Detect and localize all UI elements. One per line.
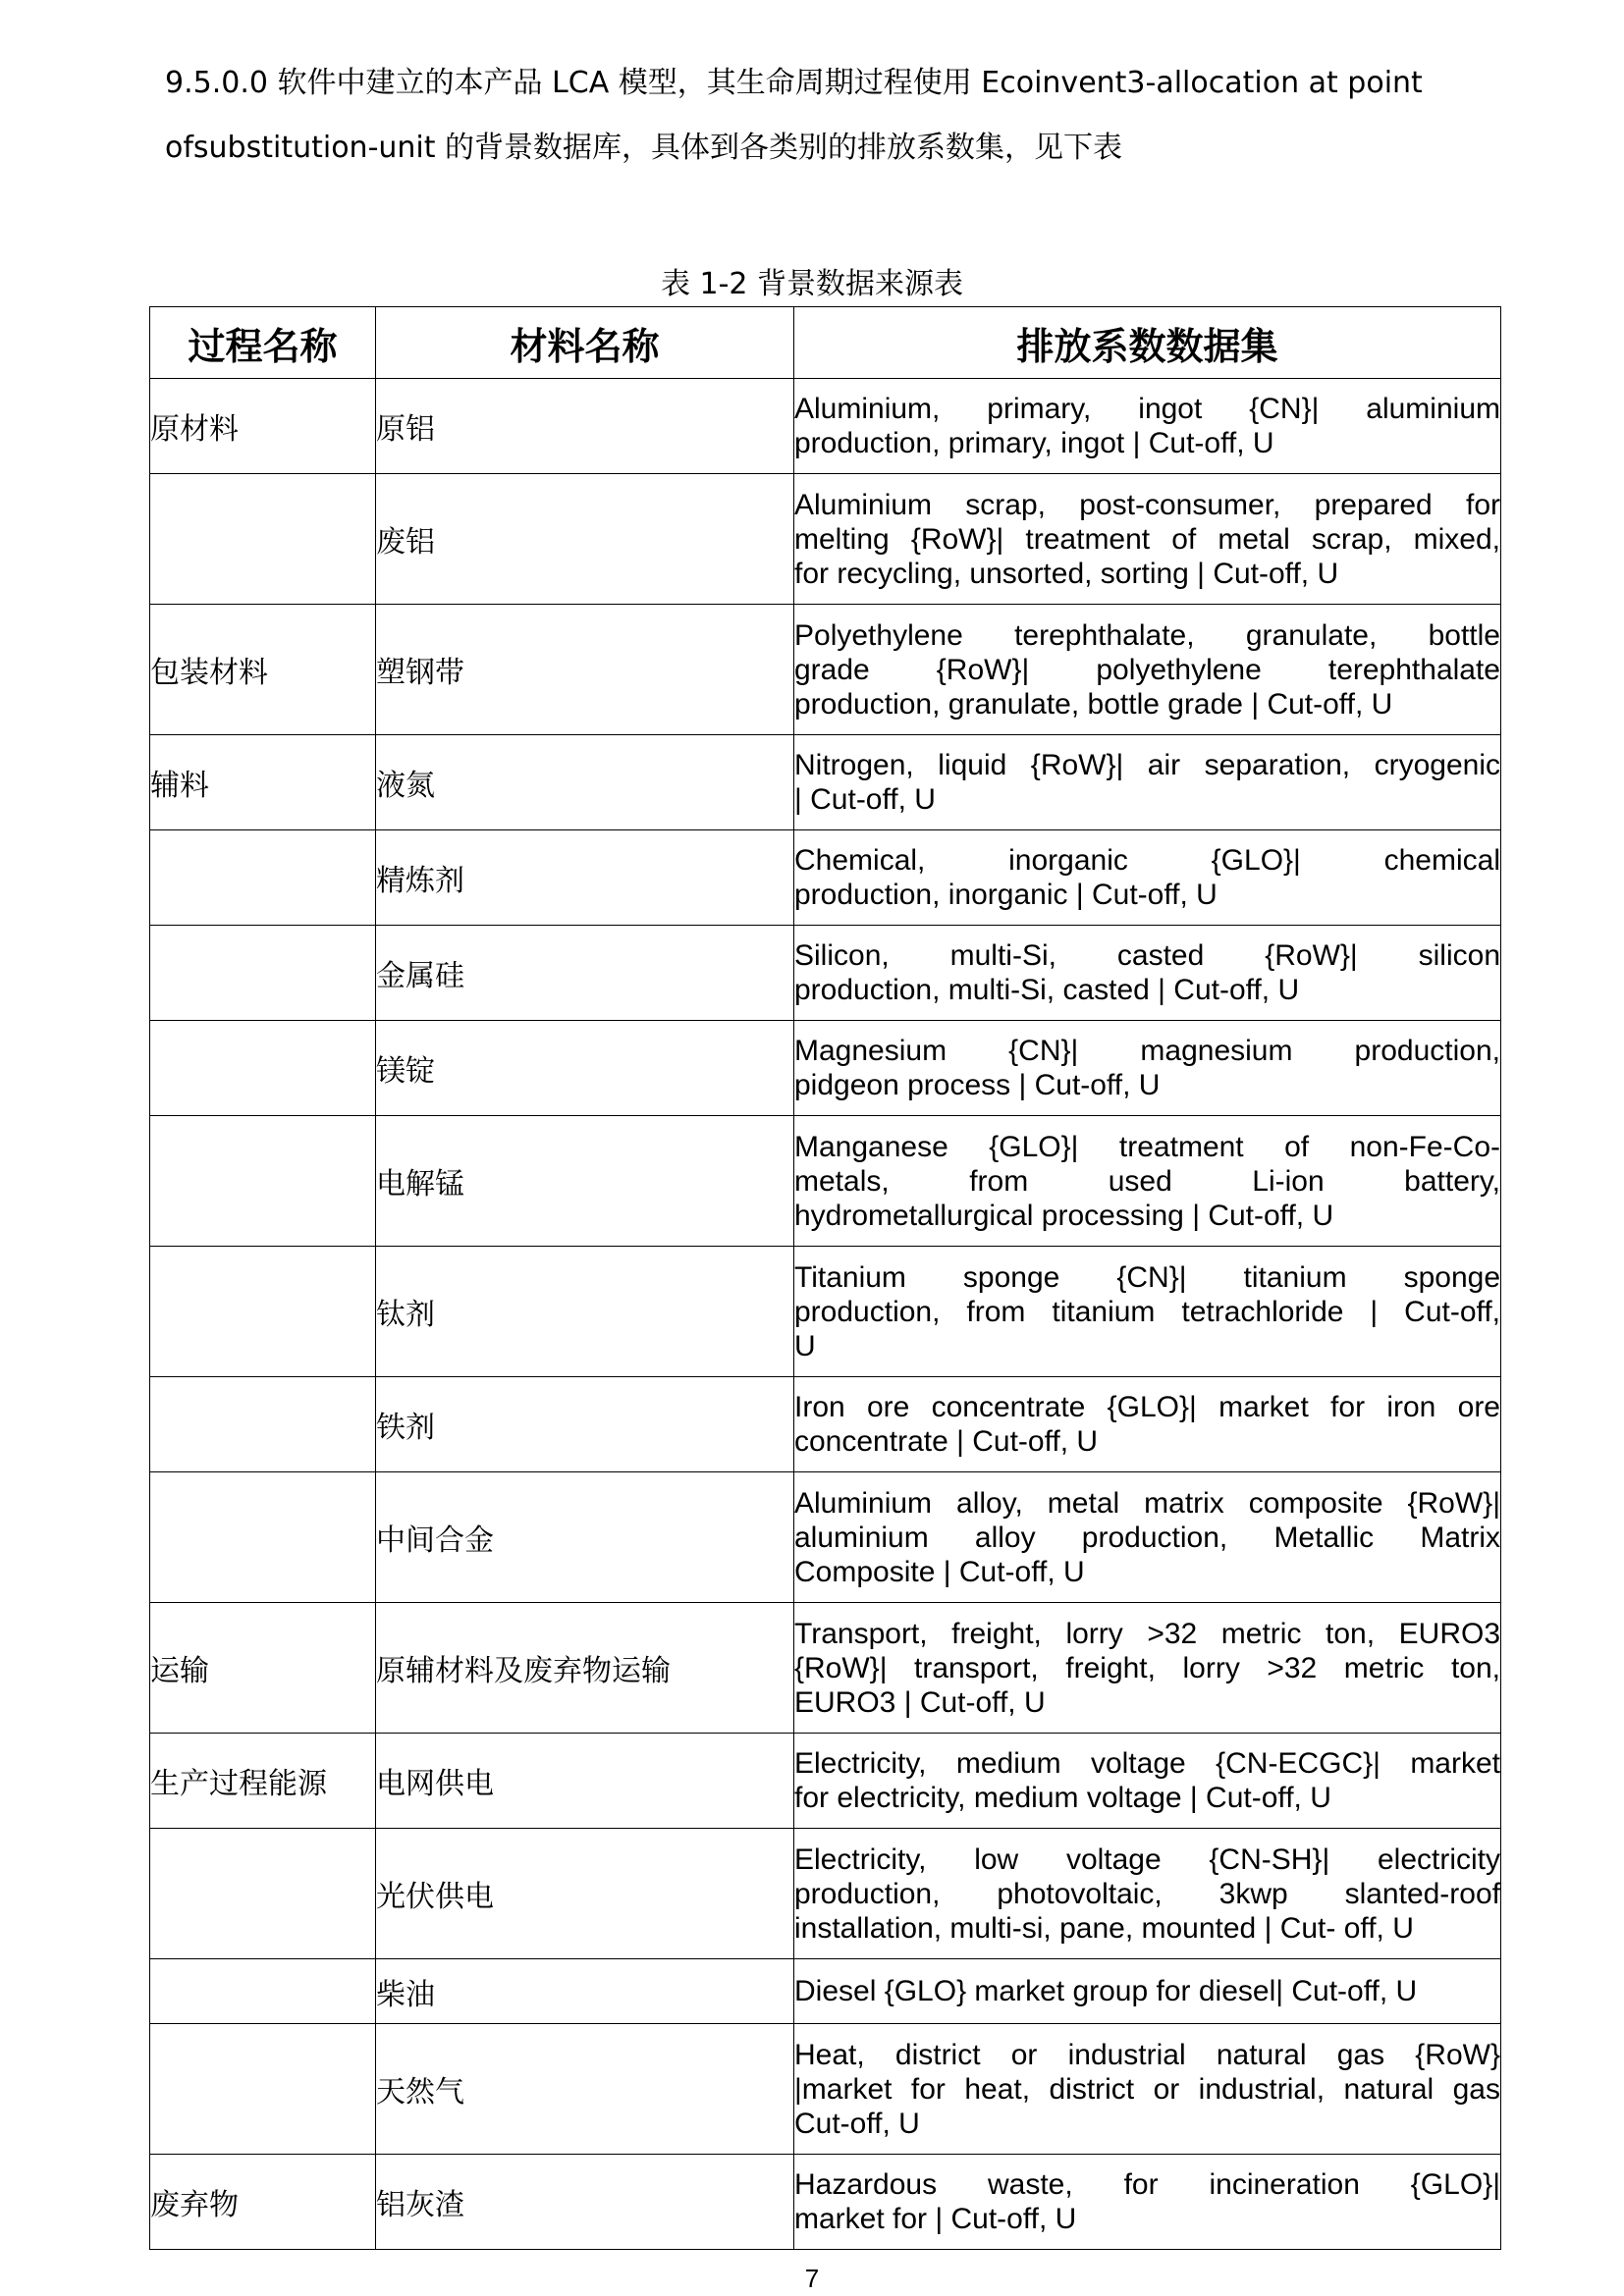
table-row	[150, 474, 1501, 605]
background-data-table	[149, 306, 1501, 2250]
cell-process	[150, 1116, 376, 1247]
dataset-line: Aluminium scrap, post-consumer, prepared for	[794, 488, 1500, 521]
cell-process	[150, 1959, 376, 2024]
cell-dataset	[794, 1734, 1501, 1829]
cell-dataset	[794, 2024, 1501, 2155]
cell-process	[150, 1247, 376, 1377]
dataset-line: Aluminium, primary, ingot {CN}| aluminium	[794, 393, 1500, 425]
dataset-line: Magnesium {CN}| magnesium production,	[794, 1035, 1500, 1067]
table-row	[150, 2155, 1501, 2250]
cell-process	[150, 474, 376, 605]
intro-line-1: 9.5.0.0 软件中建立的本产品 LCA 模型，其生命周期过程使用 Ecoinvent3-allocation at point	[165, 66, 1423, 100]
cell-material: 金属硅	[376, 926, 794, 1021]
cell-dataset	[794, 605, 1501, 735]
dataset-line: Manganese {GLO}| treatment of non-Fe-Co-	[794, 1130, 1500, 1163]
dataset-line: U	[794, 1329, 816, 1362]
table-row	[150, 1021, 1501, 1116]
cell-dataset	[794, 1472, 1501, 1603]
table-row	[150, 735, 1501, 830]
dataset-line: production, granulate, bottle grade | Cut-off, U	[794, 687, 1393, 721]
cell-process: 运输	[150, 1603, 376, 1734]
dataset-line: Hazardous waste, for incineration {GLO}|	[794, 2168, 1500, 2201]
dataset-line: Electricity, medium voltage {CN-ECGC}| market	[794, 1747, 1500, 1780]
cell-dataset	[794, 1021, 1501, 1116]
table-row	[150, 926, 1501, 1021]
cell-material: 柴油	[376, 1959, 794, 2024]
table-row	[150, 1603, 1501, 1734]
dataset-line: | Cut-off, U	[794, 783, 936, 816]
table-row	[150, 2024, 1501, 2155]
dataset-line: melting {RoW}| treatment of metal scrap, mixed,	[794, 522, 1500, 556]
cell-material: 铁剂	[376, 1377, 794, 1472]
cell-material: 塑钢带	[376, 605, 794, 735]
cell-process	[150, 1377, 376, 1472]
cell-dataset	[794, 735, 1501, 830]
table-row	[150, 1247, 1501, 1377]
cell-process: 生产过程能源	[150, 1734, 376, 1829]
cell-material: 天然气	[376, 2024, 794, 2155]
cell-dataset	[794, 474, 1501, 605]
cell-material: 液氮	[376, 735, 794, 830]
dataset-line: production, multi-Si, casted | Cut-off, U	[794, 974, 1300, 1006]
dataset-line: production, from titanium tetrachloride | Cut-off,	[794, 1295, 1500, 1328]
header-process: 过程名称	[150, 307, 376, 379]
table-row	[150, 1377, 1501, 1472]
cell-process	[150, 926, 376, 1021]
cell-material: 电解锰	[376, 1116, 794, 1247]
dataset-line: |market for heat, district or industrial, natural gas	[794, 2072, 1500, 2106]
intro-paragraph	[165, 51, 1500, 181]
dataset-line: Composite | Cut-off, U	[794, 1555, 1085, 1588]
cell-material: 光伏供电	[376, 1829, 794, 1959]
dataset-line: Polyethylene terephthalate, granulate, bottle	[794, 618, 1500, 652]
cell-dataset	[794, 1959, 1501, 2024]
dataset-line: metals, from used Li-ion battery,	[794, 1164, 1500, 1198]
dataset-line: pidgeon process | Cut-off, U	[794, 1069, 1161, 1101]
cell-process	[150, 1472, 376, 1603]
table-row	[150, 605, 1501, 735]
cell-material: 铝灰渣	[376, 2155, 794, 2250]
dataset-line: Iron ore concentrate {GLO}| market for iron ore	[794, 1391, 1500, 1423]
cell-dataset	[794, 926, 1501, 1021]
cell-material: 原铝	[376, 379, 794, 474]
cell-process	[150, 2024, 376, 2155]
cell-dataset	[794, 1829, 1501, 1959]
cell-process	[150, 830, 376, 926]
table-row	[150, 1116, 1501, 1247]
cell-material: 镁锭	[376, 1021, 794, 1116]
dataset-line: Chemical, inorganic {GLO}| chemical	[794, 844, 1500, 877]
intro-line-2: ofsubstitution-unit 的背景数据库，具体到各类别的排放系数集，见下表	[165, 131, 1123, 165]
dataset-line: market for | Cut-off, U	[794, 2203, 1077, 2235]
table-row	[150, 379, 1501, 474]
dataset-line: {RoW}| transport, freight, lorry >32 metric ton,	[794, 1651, 1500, 1684]
dataset-line: production, primary, ingot | Cut-off, U	[794, 427, 1274, 459]
cell-material: 中间合金	[376, 1472, 794, 1603]
table-row	[150, 1959, 1501, 2024]
dataset-line: concentrate | Cut-off, U	[794, 1425, 1099, 1458]
table-header-row	[150, 307, 1501, 379]
cell-process	[150, 1829, 376, 1959]
dataset-line: Cut-off, U	[794, 2107, 920, 2140]
table-row	[150, 1472, 1501, 1603]
dataset-line: production, inorganic | Cut-off, U	[794, 879, 1218, 911]
cell-dataset	[794, 1377, 1501, 1472]
dataset-line: installation, multi-si, pane, mounted | Cut- off, U	[794, 1911, 1414, 1945]
dataset-line: EURO3 | Cut-off, U	[794, 1685, 1046, 1719]
dataset-line: for electricity, medium voltage | Cut-off, U	[794, 1782, 1331, 1814]
cell-dataset	[794, 1247, 1501, 1377]
dataset-line: Titanium sponge {CN}| titanium sponge	[794, 1260, 1500, 1294]
header-dataset: 排放系数数据集	[794, 307, 1501, 379]
dataset-line: for recycling, unsorted, sorting | Cut-off, U	[794, 557, 1339, 590]
dataset-line: Electricity, low voltage {CN-SH}| electricity	[794, 1842, 1500, 1876]
cell-process: 包装材料	[150, 605, 376, 735]
dataset-line: Diesel {GLO} market group for diesel| Cut-off, U	[794, 1975, 1418, 2007]
dataset-line: Heat, district or industrial natural gas {RoW}	[794, 2038, 1500, 2071]
cell-process: 原材料	[150, 379, 376, 474]
cell-dataset	[794, 379, 1501, 474]
cell-dataset	[794, 2155, 1501, 2250]
table-row	[150, 830, 1501, 926]
cell-dataset	[794, 830, 1501, 926]
page-number: 7	[804, 2264, 820, 2293]
cell-material: 钛剂	[376, 1247, 794, 1377]
cell-process: 辅料	[150, 735, 376, 830]
cell-process: 废弃物	[150, 2155, 376, 2250]
header-material: 材料名称	[376, 307, 794, 379]
dataset-line: Nitrogen, liquid {RoW}| air separation, cryogenic	[794, 749, 1500, 781]
dataset-line: hydrometallurgical processing | Cut-off, U	[794, 1199, 1334, 1232]
dataset-line: Aluminium alloy, metal matrix composite {RoW}|	[794, 1486, 1500, 1520]
cell-dataset	[794, 1603, 1501, 1734]
dataset-line: grade {RoW}| polyethylene terephthalate	[794, 653, 1500, 686]
cell-dataset	[794, 1116, 1501, 1247]
table-row	[150, 1829, 1501, 1959]
cell-material: 原辅材料及废弃物运输	[376, 1603, 794, 1734]
table-row	[150, 1734, 1501, 1829]
cell-process	[150, 1021, 376, 1116]
table-caption: 表 1-2 背景数据来源表	[660, 267, 964, 301]
cell-material: 电网供电	[376, 1734, 794, 1829]
cell-material: 精炼剂	[376, 830, 794, 926]
dataset-line: Silicon, multi-Si, casted {RoW}| silicon	[794, 939, 1500, 972]
dataset-line: aluminium alloy production, Metallic Matrix	[794, 1521, 1500, 1554]
dataset-line: production, photovoltaic, 3kwp slanted-roof	[794, 1877, 1500, 1910]
cell-material: 废铝	[376, 474, 794, 605]
dataset-line: Transport, freight, lorry >32 metric ton, EURO3	[794, 1617, 1500, 1650]
